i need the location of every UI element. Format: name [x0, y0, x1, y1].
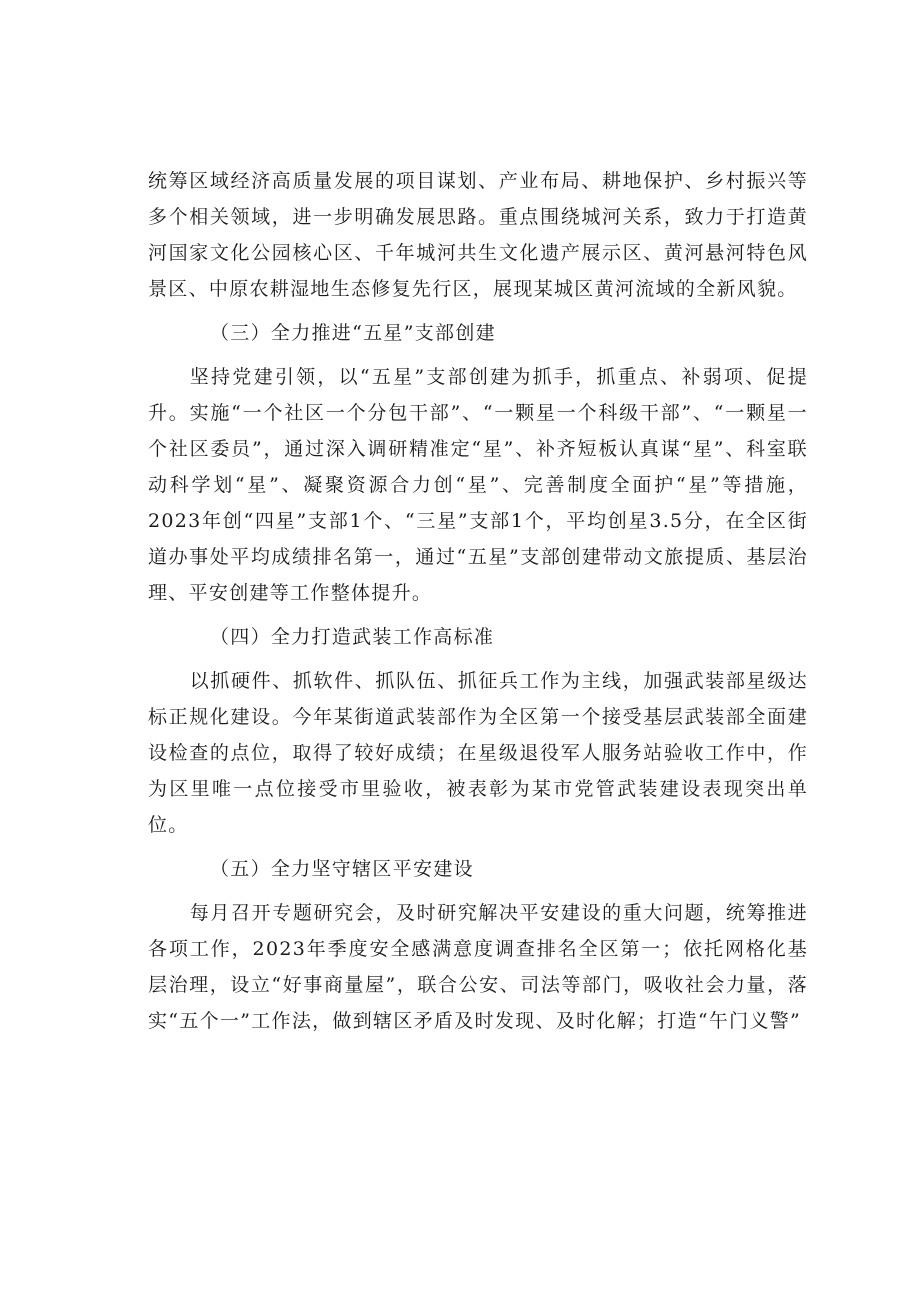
document-body: [148, 163, 808, 1039]
paragraph-continued: 统筹区域经济高质量发展的项目谋划、产业布局、耕地保护、乡村振兴等多个相关领域，进一步明确发展思路。重点围绕城河关系，致力于打造黄河国家文化公园核心区、千年城河共生文化遗产展示区、黄河悬河特色风景区、中原农耕湿地生态修复先行区，展现某城区黄河流域的全新风貌。: [148, 170, 808, 300]
section-heading-three: （三）全力推进“五星”支部创建: [210, 322, 496, 344]
paragraph-armed-forces: 以抓硬件、抓软件、抓队伍、抓征兵工作为主线，加强武装部星级达标正规化建设。今年某街道武装部作为全区第一个接受基层武装部全面建设检查的点位，取得了较好成绩；在星级退役军人服务站验收工作中，作为区里唯一点位接受市里验收，被表彰为某市党管武装建设表现突出单位。: [148, 670, 808, 836]
paragraph-public-safety: 每月召开专题研究会，及时研究解决平安建设的重大问题，统筹推进各项工作，2023年季度安全感满意度调查排名全区第一；依托网格化基层治理，设立“好事商量屋”，联合公安、司法等部门，吸收社会力量，落实“五个一”工作法，做到辖区矛盾及时发现、及时化解；打造“午门义警”: [148, 902, 808, 1032]
paragraph-five-star: 坚持党建引领，以“五星”支部创建为抓手，抓重点、补弱项、促提升。实施“一个社区一个分包干部”、“一颗星一个科级干部”、“一颗星一个社区委员”，通过深入调研精准定“星”、补齐短板认真谋“星”、科室联动科学划“星”、凝聚资源合力创“星”、完善制度全面护“星”等措施，2023年创“四星”支部1个、“三星”支部1个，平均创星3.5分，在全区街道办事处平均成绩排名第一，通过“五星”支部创建带动文旅提质、基层治理、平安创建等工作整体提升。: [148, 366, 808, 604]
section-heading-five: （五）全力坚守辖区平安建设: [210, 858, 474, 880]
section-heading-four: （四）全力打造武装工作高标准: [210, 626, 495, 648]
